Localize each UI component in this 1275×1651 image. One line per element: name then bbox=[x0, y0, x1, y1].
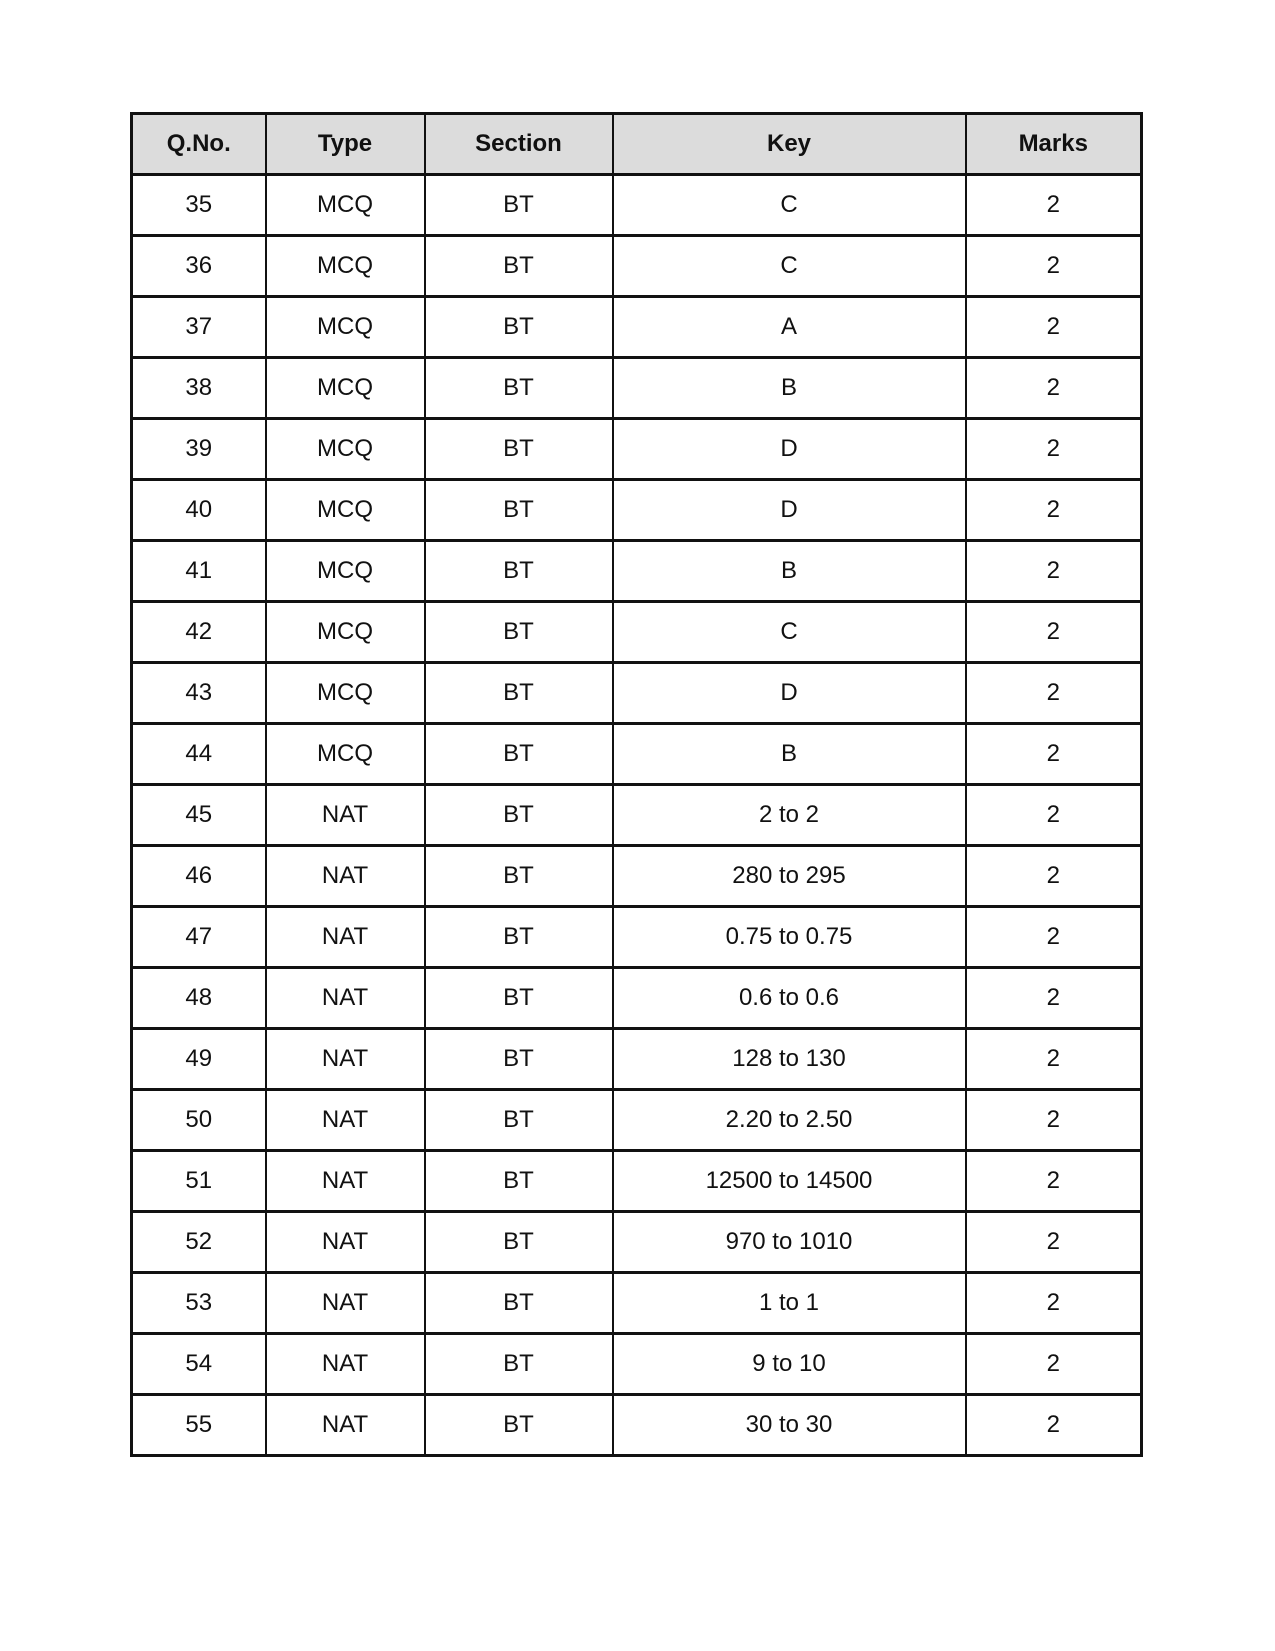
key-cell: 30 to 30 bbox=[613, 1395, 966, 1456]
qno-cell: 52 bbox=[132, 1212, 266, 1273]
key-cell: A bbox=[613, 297, 966, 358]
key-cell: 970 to 1010 bbox=[613, 1212, 966, 1273]
key-cell: B bbox=[613, 724, 966, 785]
key-cell: D bbox=[613, 480, 966, 541]
marks-cell: 2 bbox=[966, 724, 1142, 785]
header-marks: Marks bbox=[966, 114, 1142, 175]
type-cell: MCQ bbox=[266, 236, 425, 297]
marks-cell: 2 bbox=[966, 175, 1142, 236]
key-cell: 9 to 10 bbox=[613, 1334, 966, 1395]
type-cell: NAT bbox=[266, 785, 425, 846]
qno-cell: 54 bbox=[132, 1334, 266, 1395]
header-section: Section bbox=[425, 114, 613, 175]
header-row bbox=[132, 114, 1142, 175]
section-cell: BT bbox=[425, 236, 613, 297]
marks-cell: 2 bbox=[966, 663, 1142, 724]
section-cell: BT bbox=[425, 724, 613, 785]
answer-key-table bbox=[130, 112, 1143, 1457]
key-cell: 12500 to 14500 bbox=[613, 1151, 966, 1212]
section-cell: BT bbox=[425, 1395, 613, 1456]
key-cell: D bbox=[613, 419, 966, 480]
marks-cell: 2 bbox=[966, 236, 1142, 297]
key-cell: 1 to 1 bbox=[613, 1273, 966, 1334]
qno-cell: 35 bbox=[132, 175, 266, 236]
table-row bbox=[132, 1334, 1142, 1395]
section-cell: BT bbox=[425, 358, 613, 419]
key-cell: 0.75 to 0.75 bbox=[613, 907, 966, 968]
marks-cell: 2 bbox=[966, 419, 1142, 480]
type-cell: NAT bbox=[266, 1212, 425, 1273]
type-cell: NAT bbox=[266, 968, 425, 1029]
table-row bbox=[132, 1395, 1142, 1456]
marks-cell: 2 bbox=[966, 602, 1142, 663]
header-key: Key bbox=[613, 114, 966, 175]
type-cell: MCQ bbox=[266, 358, 425, 419]
marks-cell: 2 bbox=[966, 541, 1142, 602]
section-cell: BT bbox=[425, 541, 613, 602]
type-cell: NAT bbox=[266, 1029, 425, 1090]
marks-cell: 2 bbox=[966, 480, 1142, 541]
type-cell: MCQ bbox=[266, 480, 425, 541]
marks-cell: 2 bbox=[966, 297, 1142, 358]
type-cell: MCQ bbox=[266, 175, 425, 236]
qno-cell: 44 bbox=[132, 724, 266, 785]
type-cell: NAT bbox=[266, 1151, 425, 1212]
marks-cell: 2 bbox=[966, 1334, 1142, 1395]
table-row bbox=[132, 724, 1142, 785]
section-cell: BT bbox=[425, 602, 613, 663]
key-cell: B bbox=[613, 358, 966, 419]
marks-cell: 2 bbox=[966, 785, 1142, 846]
key-cell: C bbox=[613, 236, 966, 297]
type-cell: MCQ bbox=[266, 602, 425, 663]
marks-cell: 2 bbox=[966, 1029, 1142, 1090]
key-cell: C bbox=[613, 602, 966, 663]
marks-cell: 2 bbox=[966, 1151, 1142, 1212]
section-cell: BT bbox=[425, 1334, 613, 1395]
table-row bbox=[132, 1090, 1142, 1151]
key-cell: 0.6 to 0.6 bbox=[613, 968, 966, 1029]
table-body bbox=[132, 175, 1142, 1456]
qno-cell: 43 bbox=[132, 663, 266, 724]
qno-cell: 50 bbox=[132, 1090, 266, 1151]
qno-cell: 39 bbox=[132, 419, 266, 480]
table-row bbox=[132, 1029, 1142, 1090]
table-row bbox=[132, 1212, 1142, 1273]
section-cell: BT bbox=[425, 480, 613, 541]
qno-cell: 40 bbox=[132, 480, 266, 541]
section-cell: BT bbox=[425, 663, 613, 724]
qno-cell: 47 bbox=[132, 907, 266, 968]
key-cell: D bbox=[613, 663, 966, 724]
qno-cell: 45 bbox=[132, 785, 266, 846]
marks-cell: 2 bbox=[966, 846, 1142, 907]
table-row bbox=[132, 1273, 1142, 1334]
qno-cell: 53 bbox=[132, 1273, 266, 1334]
type-cell: NAT bbox=[266, 1273, 425, 1334]
marks-cell: 2 bbox=[966, 1395, 1142, 1456]
header-qno: Q.No. bbox=[132, 114, 266, 175]
section-cell: BT bbox=[425, 785, 613, 846]
table-row bbox=[132, 907, 1142, 968]
qno-cell: 46 bbox=[132, 846, 266, 907]
type-cell: NAT bbox=[266, 907, 425, 968]
qno-cell: 38 bbox=[132, 358, 266, 419]
table-row bbox=[132, 663, 1142, 724]
table-row bbox=[132, 297, 1142, 358]
section-cell: BT bbox=[425, 419, 613, 480]
qno-cell: 49 bbox=[132, 1029, 266, 1090]
key-cell: 280 to 295 bbox=[613, 846, 966, 907]
table-row bbox=[132, 968, 1142, 1029]
section-cell: BT bbox=[425, 297, 613, 358]
type-cell: MCQ bbox=[266, 419, 425, 480]
section-cell: BT bbox=[425, 968, 613, 1029]
section-cell: BT bbox=[425, 846, 613, 907]
marks-cell: 2 bbox=[966, 1212, 1142, 1273]
table-row bbox=[132, 419, 1142, 480]
key-cell: 128 to 130 bbox=[613, 1029, 966, 1090]
qno-cell: 55 bbox=[132, 1395, 266, 1456]
section-cell: BT bbox=[425, 907, 613, 968]
type-cell: NAT bbox=[266, 1395, 425, 1456]
section-cell: BT bbox=[425, 1273, 613, 1334]
key-cell: 2 to 2 bbox=[613, 785, 966, 846]
type-cell: MCQ bbox=[266, 541, 425, 602]
type-cell: NAT bbox=[266, 1090, 425, 1151]
key-cell: C bbox=[613, 175, 966, 236]
table-row bbox=[132, 358, 1142, 419]
qno-cell: 42 bbox=[132, 602, 266, 663]
table-row bbox=[132, 541, 1142, 602]
header-type: Type bbox=[266, 114, 425, 175]
section-cell: BT bbox=[425, 1212, 613, 1273]
table-row bbox=[132, 175, 1142, 236]
section-cell: BT bbox=[425, 1151, 613, 1212]
key-cell: B bbox=[613, 541, 966, 602]
marks-cell: 2 bbox=[966, 968, 1142, 1029]
marks-cell: 2 bbox=[966, 1273, 1142, 1334]
type-cell: MCQ bbox=[266, 663, 425, 724]
key-cell: 2.20 to 2.50 bbox=[613, 1090, 966, 1151]
section-cell: BT bbox=[425, 1090, 613, 1151]
marks-cell: 2 bbox=[966, 1090, 1142, 1151]
type-cell: MCQ bbox=[266, 724, 425, 785]
qno-cell: 48 bbox=[132, 968, 266, 1029]
table-row bbox=[132, 846, 1142, 907]
section-cell: BT bbox=[425, 175, 613, 236]
type-cell: NAT bbox=[266, 846, 425, 907]
type-cell: MCQ bbox=[266, 297, 425, 358]
table-row bbox=[132, 1151, 1142, 1212]
qno-cell: 36 bbox=[132, 236, 266, 297]
table-header bbox=[132, 114, 1142, 175]
marks-cell: 2 bbox=[966, 358, 1142, 419]
table-row bbox=[132, 602, 1142, 663]
type-cell: NAT bbox=[266, 1334, 425, 1395]
table-row bbox=[132, 480, 1142, 541]
table-row bbox=[132, 236, 1142, 297]
section-cell: BT bbox=[425, 1029, 613, 1090]
qno-cell: 51 bbox=[132, 1151, 266, 1212]
qno-cell: 41 bbox=[132, 541, 266, 602]
qno-cell: 37 bbox=[132, 297, 266, 358]
table-row bbox=[132, 785, 1142, 846]
marks-cell: 2 bbox=[966, 907, 1142, 968]
